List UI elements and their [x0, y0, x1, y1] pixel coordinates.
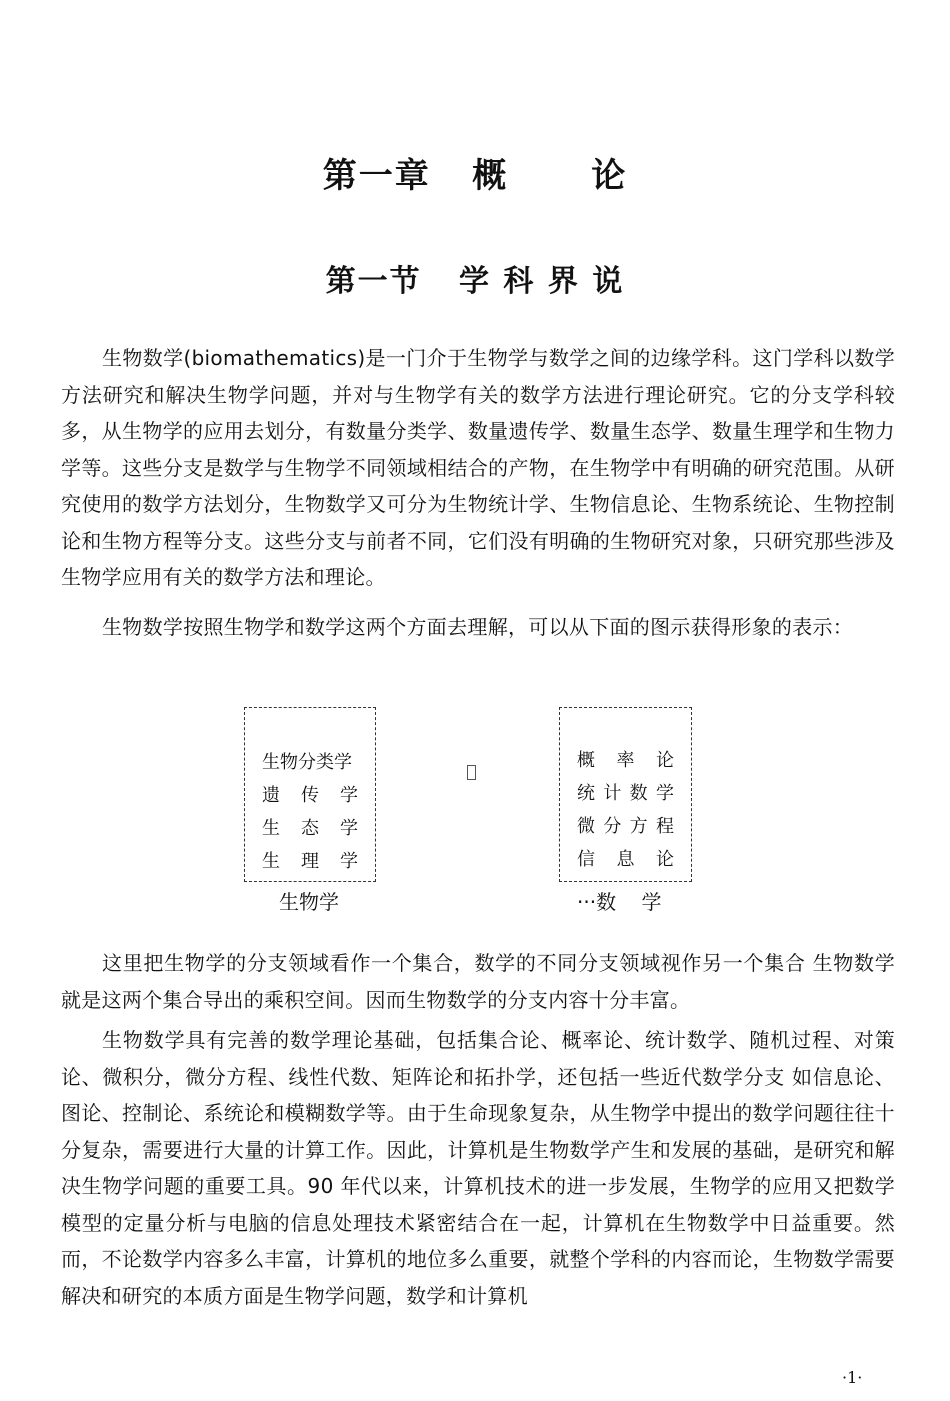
math-branch-item: [577, 843, 674, 876]
paragraph-diagram-intro: 生物数学按照生物学和数学这两个方面去理解，可以从下面的图示获得形象的表示：: [102, 615, 854, 639]
math-branch-item: [577, 777, 674, 810]
math-branch-char: 概: [577, 750, 595, 771]
biology-branch-char: 生: [262, 818, 280, 839]
math-branch-char: 分: [603, 816, 622, 837]
biology-branch-char: 学: [340, 851, 358, 872]
paragraph-definition: 生物数学(biomathematics)是一门介于生物学与数学之间的边缘学科。这门学科以数学方法研究和解决生物学问题，并对与生物学有关的数学方法进行理论研究。它的分支学科较多，从生物学的应用去划分，有数量分类学、数量遗传学、数量生态学、数量生理学和生物力学等。这些分支是数学与生物学不同领域相结合的产物，在生物学中有明确的研究范围。从研究使用的数学方法划分，生物数学又可分为生物统计学、生物信息论、生物系统论、生物控制论和生物方程等分支。这些分支与前者不同，它们没有明确的生物研究对象，只研究那些涉及生物学应用有关的数学方法和理论。: [61, 346, 895, 589]
math-branch-char: 程: [655, 816, 674, 837]
math-branch-char: 数: [629, 783, 648, 804]
math-branch-char: 统: [577, 783, 595, 804]
biology-branch-item: [262, 845, 358, 878]
math-branch-item: [577, 810, 674, 843]
biology-branch-char: 态: [301, 818, 319, 839]
paragraph-math-foundation: 生物数学具有完善的数学理论基础，包括集合论、概率论、统计数学、随机过程、对策论、微积分，微分方程、线性代数、矩阵论和拓扑学，还包括一些近代数学分支 如信息论、图论、控制论、系统论和模糊数学等。由于生命现象复杂，从生物学中提出的数学问题往往十分复杂，需要进行大量的计算工作。因此，计算机是生物数学产生和发展的基础，是研究和解决生物学问题的重要工具。90 年代以来，计算机技术的进一步发展，生物学的应用又把数学模型的定量分析与电脑的信息处理技术紧密结合在一起，计算机在生物数学中日益重要。然而，不论数学内容多么丰富，计算机的地位多么重要，就整个学科的内容而论，生物数学需要解决和研究的本质方面是生物学问题，数学和计算机: [61, 1028, 895, 1308]
math-branch-char: 计: [603, 783, 622, 804]
page-number: ·1·: [842, 1368, 863, 1387]
biology-branch-char: 学: [340, 785, 358, 806]
math-branch-char: 论: [656, 750, 674, 771]
chapter-title: 第一章 概 论: [322, 156, 628, 196]
biology-branch-char: 理: [301, 851, 319, 872]
product-symbol-icon: [467, 765, 476, 780]
biology-branch-item: 生物分类学: [262, 752, 352, 773]
biology-branch-item: [262, 812, 358, 845]
biology-branches-box: [244, 707, 376, 882]
math-branch-char: 论: [656, 849, 674, 870]
biology-branch-char: 遗: [262, 785, 280, 806]
biology-caption: 生物学: [279, 890, 339, 914]
biology-branch-char: 学: [340, 818, 358, 839]
math-branch-char: 信: [577, 849, 595, 870]
math-branch-item: [577, 744, 674, 777]
math-branch-char: 息: [616, 849, 635, 870]
biology-branch-char: 生: [262, 851, 280, 872]
math-branch-char: 微: [577, 816, 595, 837]
section-title: 第一节 学 科 界 说: [325, 264, 625, 299]
math-branch-char: 率: [616, 750, 635, 771]
math-branch-char: 方: [629, 816, 648, 837]
math-branches-list: [577, 744, 674, 876]
biology-branches-list: [262, 746, 358, 878]
paragraph-product-space: 这里把生物学的分支领域看作一个集合，数学的不同分支领域视作另一个集合 生物数学就是这两个集合导出的乘积空间。因而生物数学的分支内容十分丰富。: [61, 951, 895, 1012]
biology-branch-item: [262, 779, 358, 812]
math-branches-box: [559, 707, 692, 882]
biology-branch-char: 传: [301, 785, 319, 806]
math-caption: ···数 学: [577, 890, 662, 914]
math-branch-char: 学: [655, 783, 674, 804]
